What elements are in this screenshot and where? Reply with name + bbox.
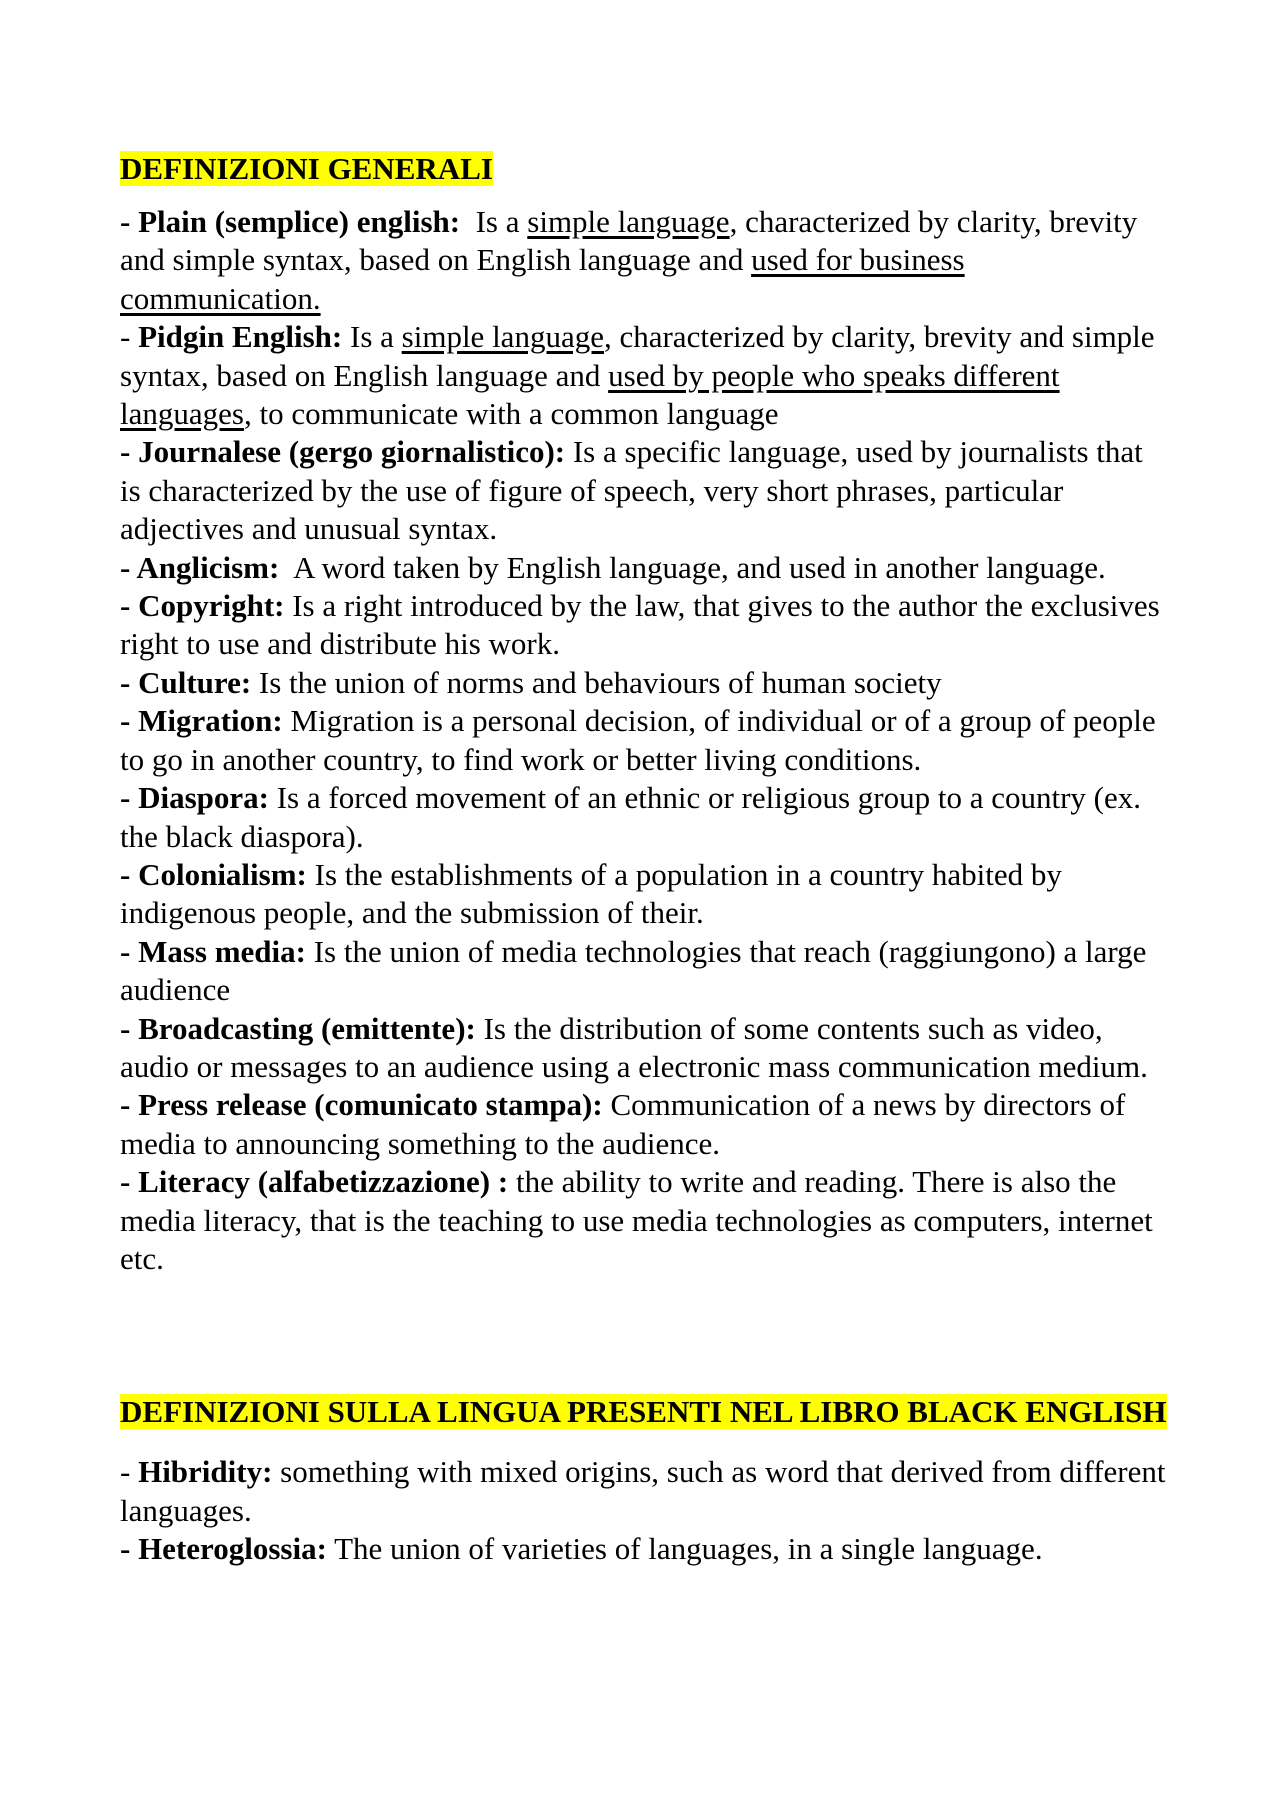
definition-item-anglicism — [120, 549, 1170, 587]
definition-term: - Literacy (alfabetizzazione) : — [120, 1164, 509, 1200]
definition-term: - Copyright: — [120, 588, 285, 624]
definition-item-journalese — [120, 433, 1170, 548]
definition-text: Is the union of norms and behaviours of human society — [251, 664, 942, 700]
definition-term: - Diaspora: — [120, 780, 269, 816]
definition-term: - Heteroglossia: — [120, 1531, 327, 1567]
definition-text: the ability to write and reading. There is also the media literacy, that is the teaching to use media technologies as computers, internet etc. — [120, 1164, 1153, 1276]
definition-text: Is a specific language, used by journalists that is characterized by the use of figure of speech, very short phrases, particular adjectives and unusual syntax. — [120, 434, 1143, 547]
definition-text: something with mixed origins, such as word that derived from different languages. — [120, 1454, 1166, 1528]
definition-text: , to communicate with a common language — [243, 396, 779, 432]
highlighted-heading-text: DEFINIZIONI GENERALI — [120, 151, 493, 186]
definition-text: , characterized by clarity, brevity and simple syntax, based on English language and — [120, 319, 1155, 393]
definition-item-migration — [120, 702, 1170, 779]
definition-text: Is a right introduced by the law, that gives to the author the exclusives right to use and distribute his work. — [120, 588, 1160, 662]
highlighted-heading-text: DEFINIZIONI SULLA LINGUA PRESENTI NEL LIBRO BLACK ENGLISH — [120, 1394, 1167, 1430]
definition-term: - Journalese (gergo giornalistico): — [120, 434, 566, 470]
definition-text: Communication of a news by directors of media to announcing something to the audience. — [120, 1087, 1126, 1161]
definition-text: Is the establishments of a population in a country habited by indigenous people, and the submission of their. — [120, 856, 1062, 931]
definition-item-press-release — [120, 1086, 1170, 1163]
definition-item-copyright — [120, 587, 1170, 664]
definition-term: - Migration: — [120, 703, 283, 739]
definition-item-literacy — [120, 1163, 1170, 1278]
definition-item-heteroglossia — [120, 1530, 1170, 1568]
definition-item-hibridity — [120, 1453, 1170, 1530]
section-heading — [120, 1393, 1180, 1431]
definition-dash: - — [120, 1454, 139, 1490]
definition-term: - Mass media: — [120, 933, 306, 969]
definition-term: - Press release (comunicato stampa): — [120, 1087, 603, 1123]
definition-term: Pidgin English: — [138, 319, 343, 355]
definition-term: - Anglicism: — [120, 549, 280, 585]
definition-list — [120, 203, 1170, 1278]
definition-list — [120, 1453, 1170, 1568]
definition-text: , characterized by clarity, brevity and simple syntax, based on English language and — [120, 204, 1138, 278]
underlined-text: simple language — [401, 319, 604, 355]
definition-text: Is a forced movement of an ethnic or religious group to a country (ex. the black diaspora). — [120, 780, 1141, 854]
definition-term: - Plain (semplice) english: — [120, 204, 461, 239]
definition-term: Hibridity: — [138, 1454, 273, 1490]
definition-text: The union of varieties of languages, in a single language. — [326, 1531, 1043, 1567]
definition-text: A word taken by English language, and used in another language. — [279, 549, 1106, 585]
definition-item-culture — [120, 664, 1170, 702]
definition-text: Is the distribution of some contents such as video, audio or messages to an audience using a electronic mass communication medium. — [120, 1010, 1148, 1084]
definition-item-pidgin-english — [120, 318, 1170, 433]
section-heading — [120, 150, 1170, 187]
definition-term: - Colonialism: — [120, 856, 307, 892]
underlined-text: used for business communication. — [120, 242, 965, 316]
definition-text: Is the union of media technologies that reach (raggiungono) a large audience — [120, 933, 1147, 1008]
definition-term: - Culture: — [120, 664, 252, 700]
definition-text: Migration is a personal decision, of individual or of a group of people to go in another country, to find work or better living conditions. — [120, 703, 1156, 777]
definition-item-colonialism — [120, 856, 1170, 933]
section-general-definitions — [120, 150, 1170, 1278]
definition-term: - Broadcasting (emittente): — [120, 1010, 476, 1046]
definition-item-mass-media — [120, 933, 1170, 1010]
underlined-text: simple language — [527, 204, 730, 239]
definition-item-plain-english — [120, 203, 1170, 318]
document-page — [120, 150, 1170, 1569]
underlined-text: used by people who speaks different languages — [120, 357, 1060, 432]
definition-item-diaspora — [120, 779, 1170, 856]
definition-text: Is a — [342, 319, 402, 355]
definition-item-broadcasting — [120, 1010, 1170, 1087]
section-black-english-definitions — [120, 1393, 1170, 1568]
definition-text: Is a — [460, 204, 528, 239]
definition-dash: - — [120, 319, 139, 355]
